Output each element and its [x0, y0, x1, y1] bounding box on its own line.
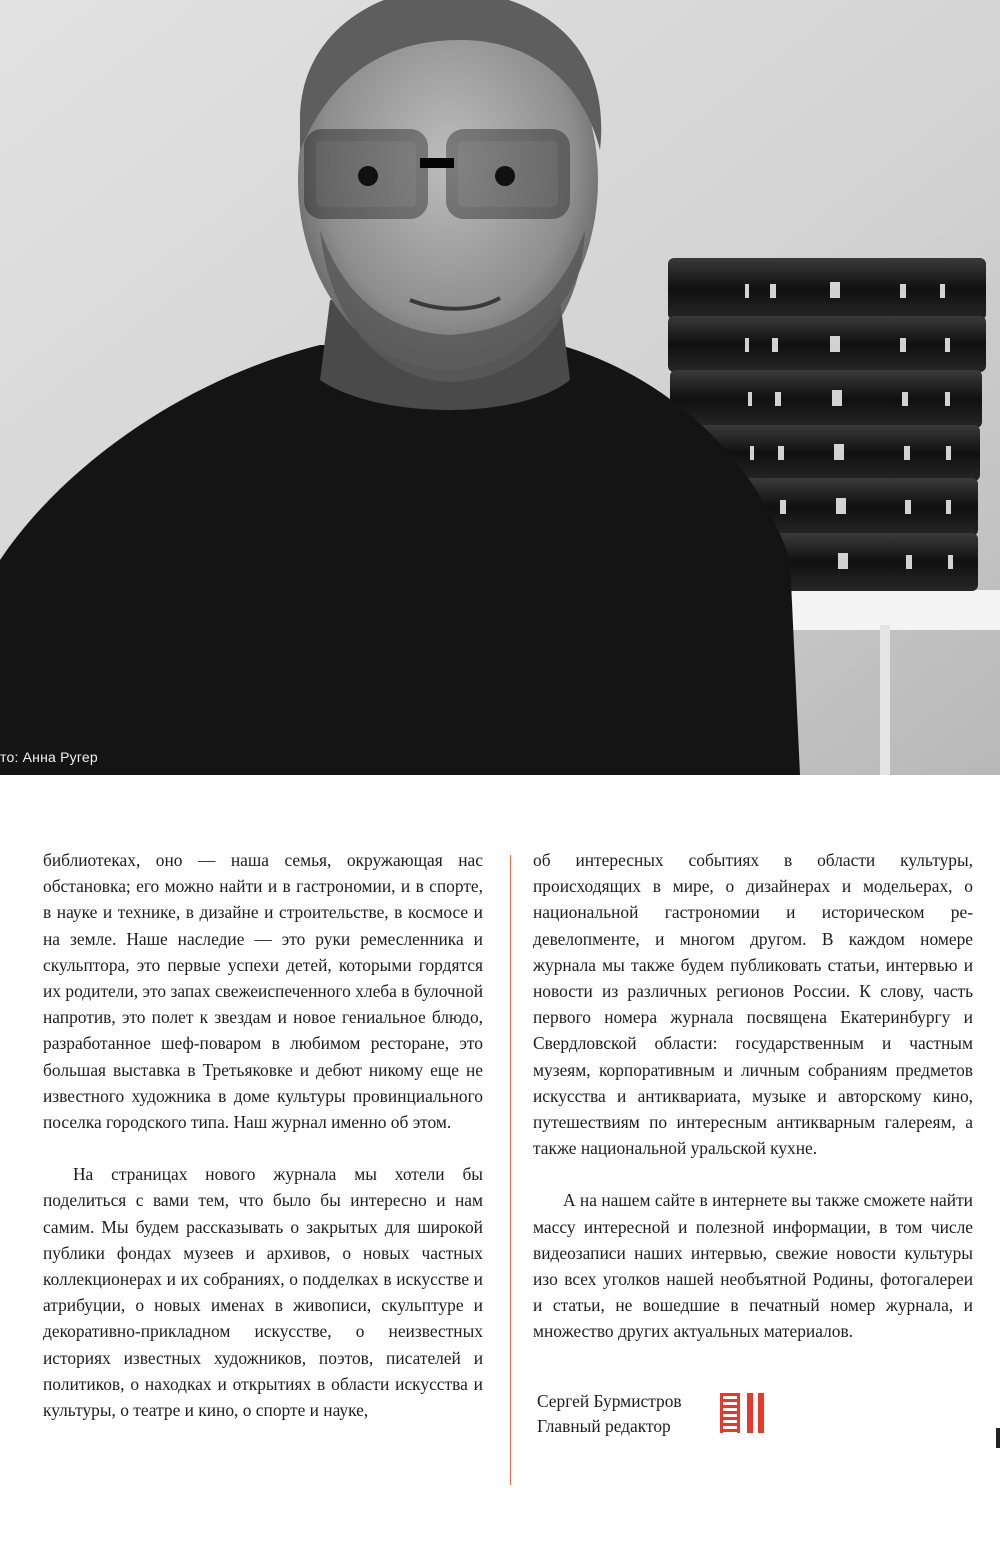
signature-name: Сергей Бурмистров: [537, 1391, 682, 1411]
paragraph: об интересных событиях в области культуры, происходящих в мире, о дизайнерах и модельерах, о национальной гастрономии и историческом ре-девелопменте, и многом другом. В каждом номере журнала мы также будем публиковать статьи, интервью и новости из различных регионов России. К слову, часть первого номера журнала посвящена Екатеринбургу и Свердловской области: государственным и частным музеям, корпоративным и личным собраниям предметов искусства и антиквариата, музыке и авторскому кино, путешествиям по интересным антикварным галереям, а также национальной уральской кухне.: [533, 850, 973, 1159]
photo-credit: то: Анна Ругер: [0, 749, 98, 765]
signature: [537, 1389, 682, 1439]
paragraph: библиотеках, оно — наша семья, окружающая нас обстановка; его можно найти и в гастрономии, и в спорте, в науке и технике, в дизайне и строительстве, в космосе и на земле. Наше наследие — это руки ремесленника и скульптора, это первые успехи детей, которыми гордятся их родители, это запах свежеиспеченного хлеба в булочной напротив, это полет к звездам и новое гениальное блюдо, разработанное шеф-поваром в любимом ресторане, это большая выставка в Третьяковке и дебют никому еще не известного художника в доме культуры провинциального поселка городского типа. Наш журнал именно об этом.: [43, 850, 483, 1133]
paragraph: А на нашем сайте в интернете вы также сможете найти массу интересной и полезной информации, в том числе видеозаписи наших интервью, свежие новости культуры изо всех уголков нашей необъятной Родины, фотогалереи и статьи, не вошедшие в печатный номер журнала, и множество других актуальных материалов.: [533, 1190, 973, 1342]
paragraph: На страницах нового журнала мы хотели бы поделиться с вами тем, что было бы интересно и нам самим. Мы будем рассказывать о закрытых для широкой публики фондах музеев и архивов, о новых частных коллекционерах и их собраниях, о подделках в искусстве и атрибуции, о новых именах в живописи, скульптуре и декоративно-прикладном искусстве, о неизвестных историях известных художников, поэтов, писателей и политиков, о находках и открытиях в области искусства и культуры, о театре и кино, о спорте и науке,: [43, 1164, 483, 1421]
article-right-column: [533, 847, 973, 1345]
column-divider: [510, 855, 511, 1485]
signature-role: Главный редактор: [537, 1416, 671, 1436]
article-left-column: [43, 847, 483, 1423]
page-edge-mark: [996, 1428, 1000, 1448]
magazine-logo-icon: [720, 1393, 768, 1433]
